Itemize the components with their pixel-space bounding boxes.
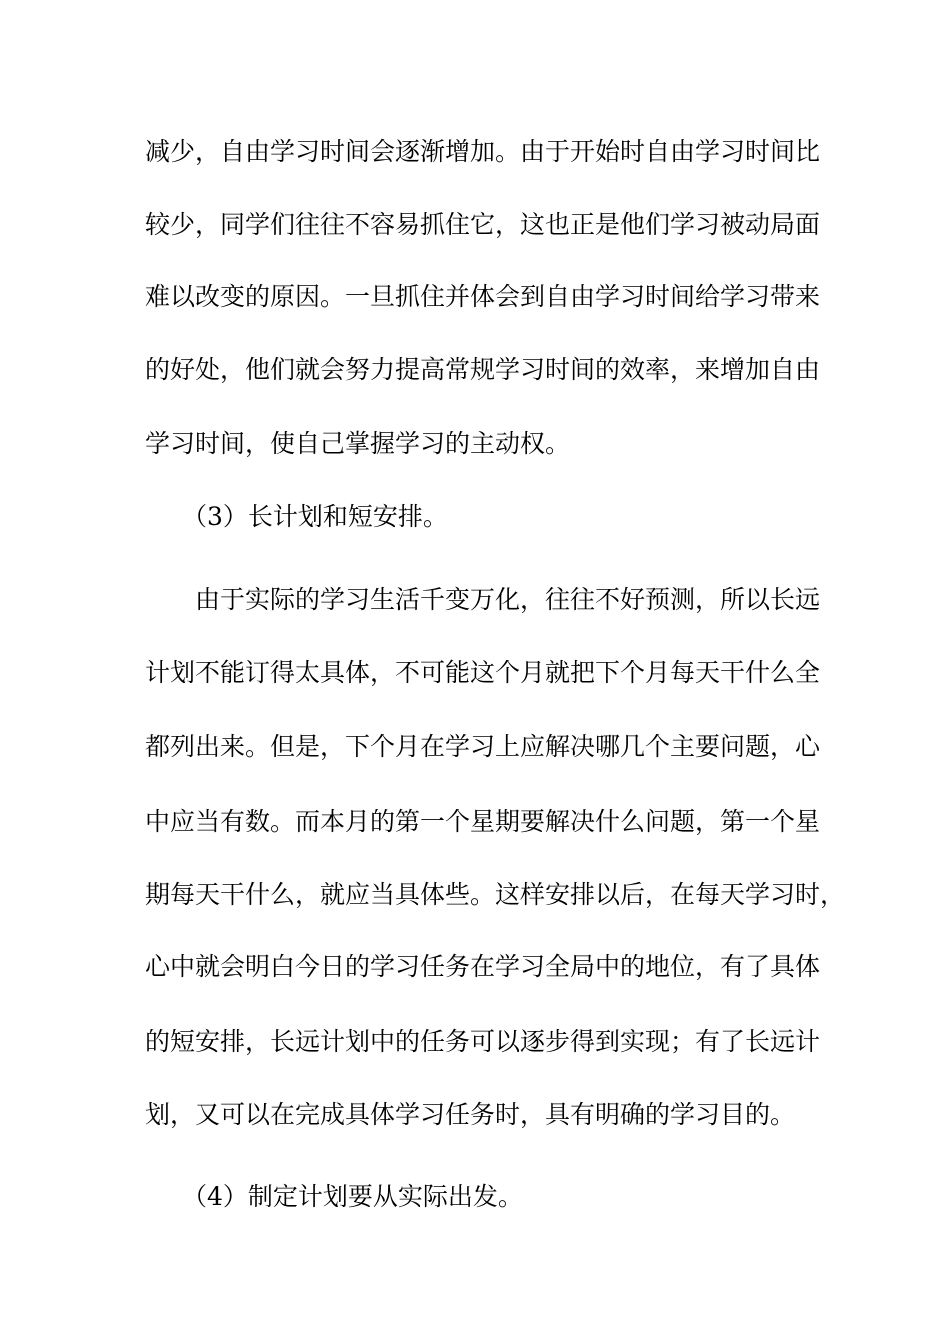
text-line: 由于实际的学习生活千变万化，往往不好预测，所以长远 xyxy=(195,585,821,614)
text-line: 的短安排，长远计划中的任务可以逐步得到实现；有了长远计 xyxy=(145,1027,821,1056)
text-line: 较少，同学们往往不容易抓住它，这也正是他们学习被动局面 xyxy=(145,210,821,239)
text-line: 难以改变的原因。一旦抓住并体会到自由学习时间给学习带来 xyxy=(145,282,821,311)
text-line: 计划不能订得太具体，不可能这个月就把下个月每天干什么全 xyxy=(145,658,821,687)
text-line: 学习时间，使自己掌握学习的主动权。 xyxy=(145,429,571,458)
text-line: 减少，自由学习时间会逐渐增加。由于开始时自由学习时间比 xyxy=(145,137,821,166)
text-line: 期每天干什么，就应当具体些。这样安排以后，在每天学习时， xyxy=(145,880,846,909)
text-line: 中应当有数。而本月的第一个星期要解决什么问题，第一个星 xyxy=(145,807,821,836)
text-line: 心中就会明白今日的学习任务在学习全局中的地位，有了具体 xyxy=(145,952,821,981)
text-line: 都列出来。但是，下个月在学习上应解决哪几个主要问题，心 xyxy=(145,732,821,761)
section-heading-3: （3）长计划和短安排。 xyxy=(182,502,448,531)
text-line: 的好处，他们就会努力提高常规学习时间的效率，来增加自由 xyxy=(145,355,821,384)
text-line: 划，又可以在完成具体学习任务时，具有明确的学习目的。 xyxy=(145,1100,796,1129)
section-heading-4: （4）制定计划要从实际出发。 xyxy=(182,1182,523,1211)
